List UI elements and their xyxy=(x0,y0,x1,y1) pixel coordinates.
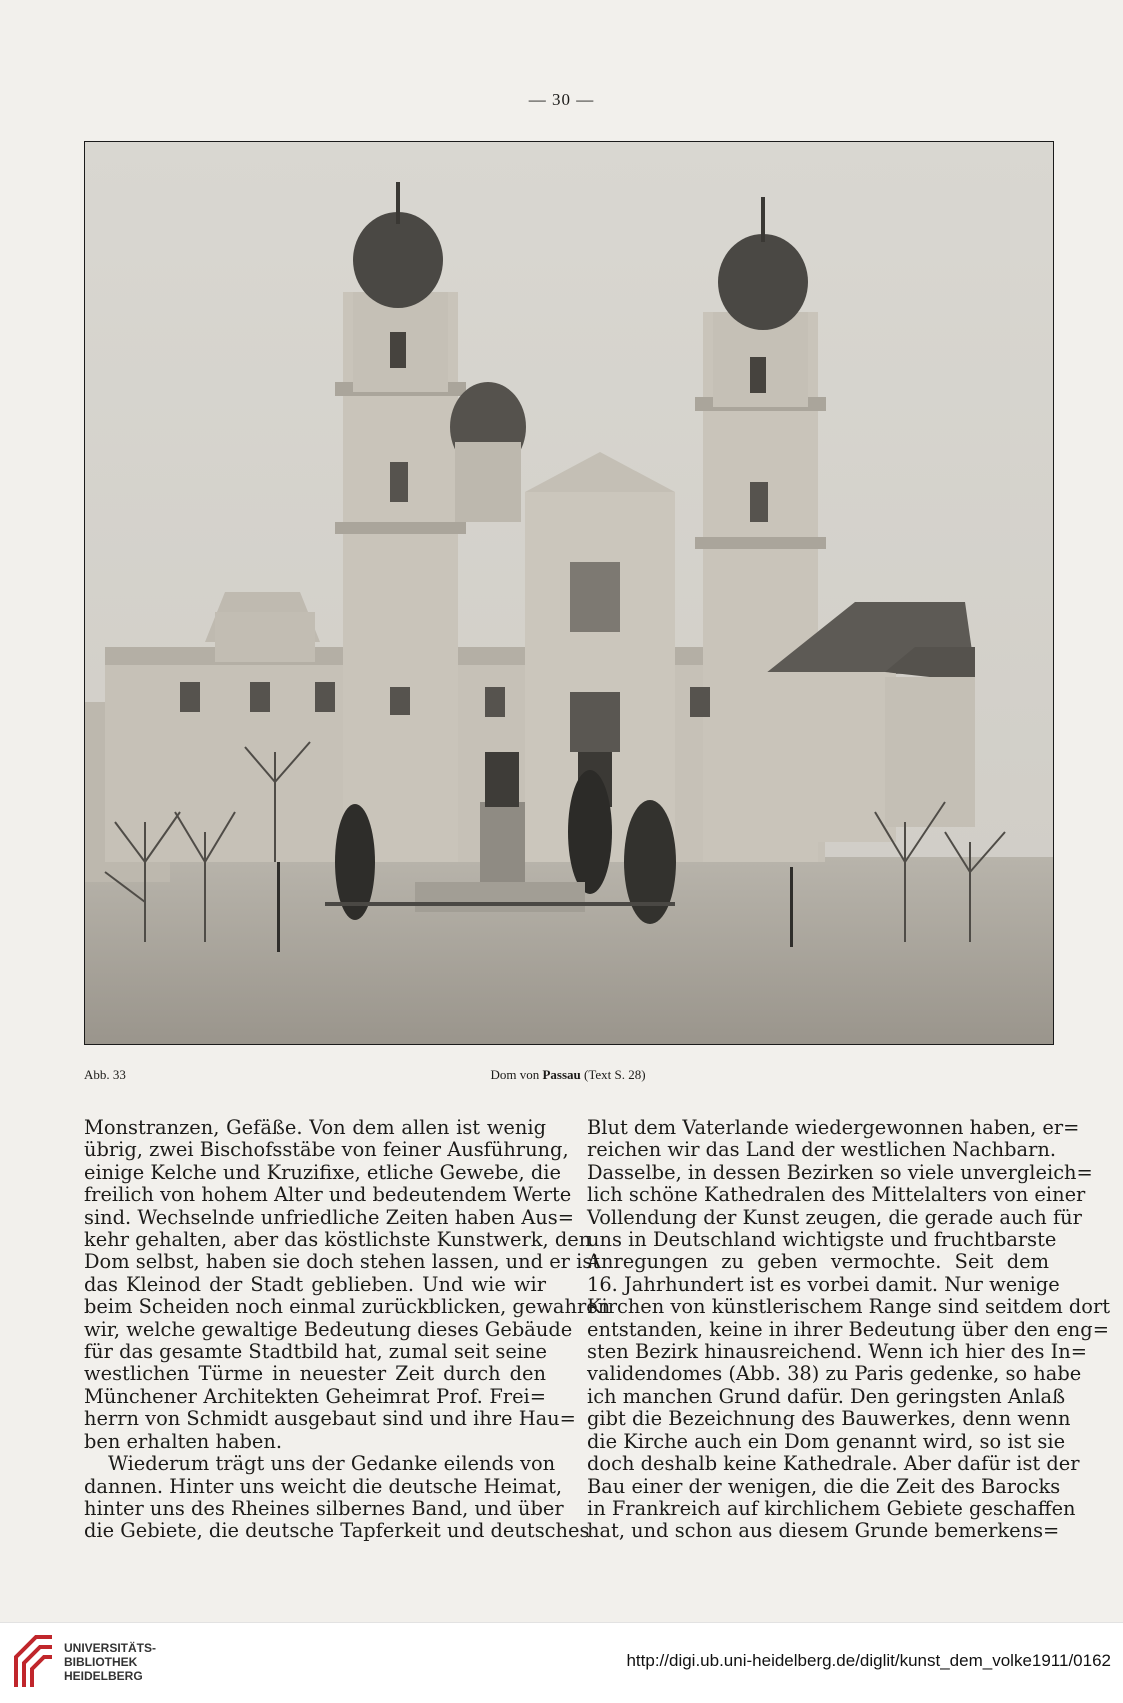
right-line: reichen wir das Land der westlichen Nachbarn. xyxy=(587,1138,1057,1162)
left-line: Münchener Architekten Geheimrat Prof. Frei= xyxy=(84,1384,546,1408)
source-url-link[interactable]: http://digi.ub.uni-heidelberg.de/diglit/kunst_dem_volke1911/0162 xyxy=(626,1651,1111,1670)
left-line: wir, welche gewaltige Bedeutung dieses Gebäude xyxy=(84,1317,573,1341)
right-line: in Frankreich auf kirchlichem Gebiete geschaffen xyxy=(587,1496,1076,1520)
right-line: entstanden, keine in ihrer Bedeutung über den eng= xyxy=(587,1317,1109,1341)
left-line: dannen. Hinter uns weicht die deutsche Heimat, xyxy=(84,1474,563,1498)
cathedral-photograph xyxy=(84,141,1054,1045)
right-line: gibt die Bezeichnung des Bauwerkes, denn wenn xyxy=(587,1407,1071,1431)
left-line: einige Kelche und Kruzifixe, etliche Gewebe, die xyxy=(84,1160,561,1184)
caption-bold: Passau xyxy=(542,1067,581,1082)
left-line: übrig, zwei Bischofsstäbe von feiner Ausführung, xyxy=(84,1138,569,1162)
left-line: herrn von Schmidt ausgebaut sind und ihre Hau= xyxy=(84,1407,576,1431)
right-line: Anregungen zu geben vermochte. Seit dem xyxy=(587,1250,1049,1274)
right-line: hat, und schon aus diesem Grunde bemerkens= xyxy=(587,1519,1060,1543)
right-line: doch deshalb keine Kathedrale. Aber dafür ist der xyxy=(587,1452,1080,1476)
right-line: 16. Jahrhundert ist es vorbei damit. Nur wenige xyxy=(587,1272,1060,1296)
right-column xyxy=(587,1116,1111,1543)
left-line: Wiederum trägt uns der Gedanke eilends von xyxy=(108,1452,556,1476)
left-line: Monstranzen, Gefäße. Von dem allen ist wenig xyxy=(84,1116,546,1139)
library-name-line: BIBLIOTHEK xyxy=(64,1655,138,1669)
right-line: Blut dem Vaterlande wiedergewonnen haben, er= xyxy=(587,1116,1080,1139)
caption-suffix: (Text S. 28) xyxy=(583,1067,646,1082)
left-line: die Gebiete, die deutsche Tapferkeit und deutsches xyxy=(84,1519,590,1543)
left-line: westlichen Türme in neuester Zeit durch den xyxy=(84,1362,546,1386)
right-line: lich schöne Kathedralen des Mittelalters von einer xyxy=(587,1183,1086,1207)
right-line: uns in Deutschland wichtigste und fruchtbarste xyxy=(587,1228,1057,1252)
left-line: Dom selbst, haben sie doch stehen lassen, und er ist xyxy=(84,1250,601,1274)
left-line: hinter uns des Rheines silbernes Band, und über xyxy=(84,1496,564,1520)
figure-number: Abb. 33 xyxy=(84,1067,126,1082)
caption-prefix: Dom xyxy=(490,1067,517,1082)
right-line: die Kirche auch ein Dom genannt wird, so ist sie xyxy=(587,1429,1066,1453)
left-line: kehr gehalten, aber das köstlichste Kunstwerk, den xyxy=(84,1228,592,1252)
right-line: sten Bezirk hinausreichend. Wenn ich hier des In= xyxy=(587,1340,1088,1364)
left-line: freilich von hohem Alter und bedeutendem Werte xyxy=(84,1183,572,1207)
right-line: Dasselbe, in dessen Bezirken so viele unvergleich= xyxy=(587,1160,1093,1184)
library-name-line: HEIDELBERG xyxy=(64,1669,143,1683)
left-line: für das gesamte Stadtbild hat, zumal seit seine xyxy=(84,1340,547,1364)
right-line: Bau einer der wenigen, die die Zeit des Barocks xyxy=(587,1474,1061,1498)
right-line: validendomes (Abb. 38) zu Paris gedenke, so habe xyxy=(587,1362,1082,1386)
left-line: sind. Wechselnde unfriedliche Zeiten haben Aus= xyxy=(84,1205,574,1229)
library-footer xyxy=(0,1622,1123,1703)
library-name-line: UNIVERSITÄTS- xyxy=(64,1641,157,1655)
left-column xyxy=(84,1116,611,1543)
right-line: Vollendung der Kunst zeugen, die gerade auch für xyxy=(587,1205,1082,1229)
left-line: ben erhalten haben. xyxy=(84,1429,283,1453)
caption-mid: von xyxy=(519,1067,540,1082)
left-line: beim Scheiden noch einmal zurückblicken, gewahren xyxy=(84,1295,611,1319)
right-line: ich manchen Grund dafür. Den geringsten Anlaß xyxy=(587,1384,1066,1408)
figure-title xyxy=(84,1067,1052,1083)
page-number: — 30 — xyxy=(528,90,595,109)
right-line: Kirchen von künstlerischem Range sind seitdem dort xyxy=(587,1295,1111,1319)
left-line: das Kleinod der Stadt geblieben. Und wie wir xyxy=(84,1272,546,1296)
library-logo-icon xyxy=(12,1633,56,1691)
library-name xyxy=(64,1641,156,1683)
